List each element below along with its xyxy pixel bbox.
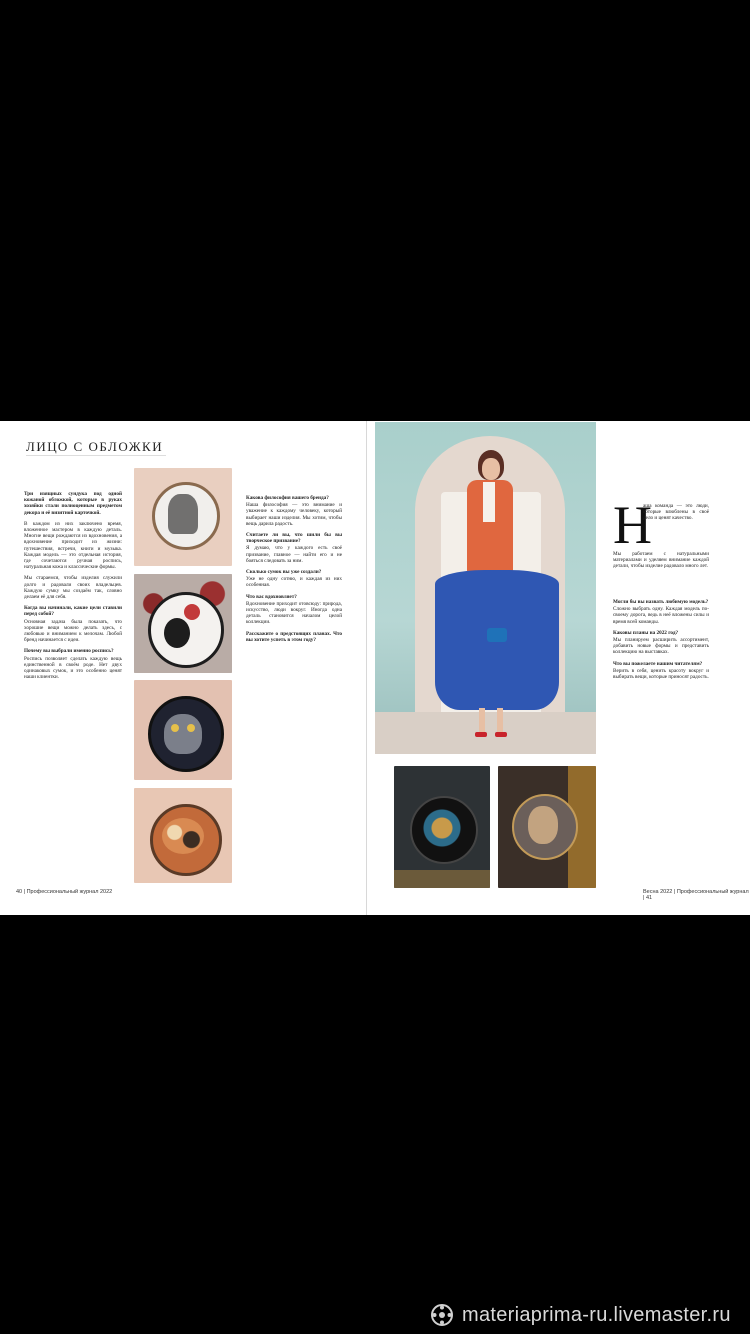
- article-paragraph: Роспись позволяет сделать каждую вещь единственной в своём роде. Нет двух одинаковых сумок, и это особенно ценят наши клиентки.: [24, 655, 122, 681]
- magazine-spread: [0, 421, 750, 915]
- interview-question: Считаете ли вы, что шили бы вы творческое призвание?: [246, 532, 342, 545]
- intro-text: аша команда — это люди, которые влюблены в своё дело и ценят качество.: [643, 503, 709, 522]
- article-paragraph: Мы планируем расширить ассортимент, добавить новые формы и представить коллекцию на выставках.: [613, 637, 709, 656]
- section-title: ЛИЦО С ОБЛОЖКИ: [26, 439, 164, 454]
- article-column-2: [246, 491, 342, 851]
- folio-right: Весна 2022 | Профессиональный журнал | 41: [643, 889, 749, 901]
- article-column-3: [613, 595, 709, 895]
- folio-left: 40 | Профессиональный журнал 2022: [16, 889, 113, 895]
- bag-photo-6: [498, 766, 596, 888]
- article-paragraph: Наша философия — это внимание и уважение к каждому человеку, который выбирает наши изделия. Мы хотим, чтобы вещь дарила радость.: [246, 502, 342, 527]
- page-gutter: [366, 421, 367, 915]
- article-lead: Три изящных сундука под одной кожаной обложкой, которые в руках хозяйки стали полноценным предметом декора и её визитной карточкой.: [24, 491, 122, 516]
- interview-question: Могли бы вы назвать любимую модель?: [613, 599, 709, 605]
- article-paragraph: В каждом из них заключено время, вложенное мастером в каждую деталь. Многие вещи рождаются из вдохновения, а вдохновение приходит из жизни: путешествия, встречи, книги и музыка. Каждая модель — это отдельная история, где сочетаются ручная роспись, натуральная кожа и классические формы.: [24, 520, 122, 571]
- interview-question: Расскажите о предстоящих планах. Что вы хотите успеть в этом году?: [246, 630, 342, 643]
- interview-question: Почему вы выбрали именно роспись?: [24, 648, 114, 655]
- article-paragraph: Вдохновение приходит отовсюду: природа, искусство, люди вокруг. Иногда одна деталь становится началом целой коллекции.: [246, 600, 342, 626]
- title-rule: [26, 455, 166, 456]
- bag-photo-4: [134, 788, 232, 883]
- spool-icon: [430, 1303, 454, 1327]
- bag-photo-1: [134, 468, 232, 566]
- watermark: [430, 1302, 731, 1328]
- interview-question: Что вас вдохновляет?: [246, 593, 297, 600]
- bag-photo-5: [394, 766, 490, 888]
- article-column-1: [24, 491, 122, 881]
- watermark-text: materiaprima-ru.livemaster.ru: [462, 1303, 731, 1326]
- bag-photo-2: [134, 574, 232, 673]
- drop-cap: Н: [613, 495, 652, 555]
- interview-question: Сколько сумок вы уже создали?: [246, 569, 322, 576]
- article-paragraph: Основная задача была показать, что хорошие вещи можно делать здесь, с любовью и вниманием к мелочам. Любой бренд начинается с идеи.: [24, 618, 122, 644]
- article-paragraph: Я думаю, что у каждого есть своё призвание, главное — найти его и не бояться следовать за ним.: [246, 545, 342, 564]
- article-paragraph: Уже не одну сотню, и каждая из них особенная.: [246, 576, 342, 589]
- intro-text-cont: Мы работаем с натуральными материалами и уделяем внимание каждой детали, чтобы изделие радовало много лет.: [613, 551, 709, 570]
- interview-question: Что вы пожелаете нашим читателям?: [613, 660, 703, 667]
- intro-block: [613, 495, 709, 593]
- interview-question: Когда вы начинали, какие цели ставили перед собой?: [24, 605, 122, 618]
- article-paragraph: Мы стараемся, чтобы изделия служили долго и радовали своих владельцев. Каждую сумку мы создаём так, словно делаем её для себя.: [24, 575, 122, 601]
- interview-question: Какова философия вашего бренда?: [246, 495, 329, 501]
- article-paragraph: Сложно выбрать одну. Каждая модель по-своему дорога, ведь в неё вложены силы и время всей команды.: [613, 606, 709, 625]
- bag-photo-3: [134, 680, 232, 780]
- article-paragraph: Верить в себя, ценить красоту вокруг и выбирать вещи, которые приносят радость.: [613, 667, 709, 681]
- interview-question: Каковы планы на 2022 год?: [613, 629, 679, 636]
- cover-model-photo: [375, 422, 596, 754]
